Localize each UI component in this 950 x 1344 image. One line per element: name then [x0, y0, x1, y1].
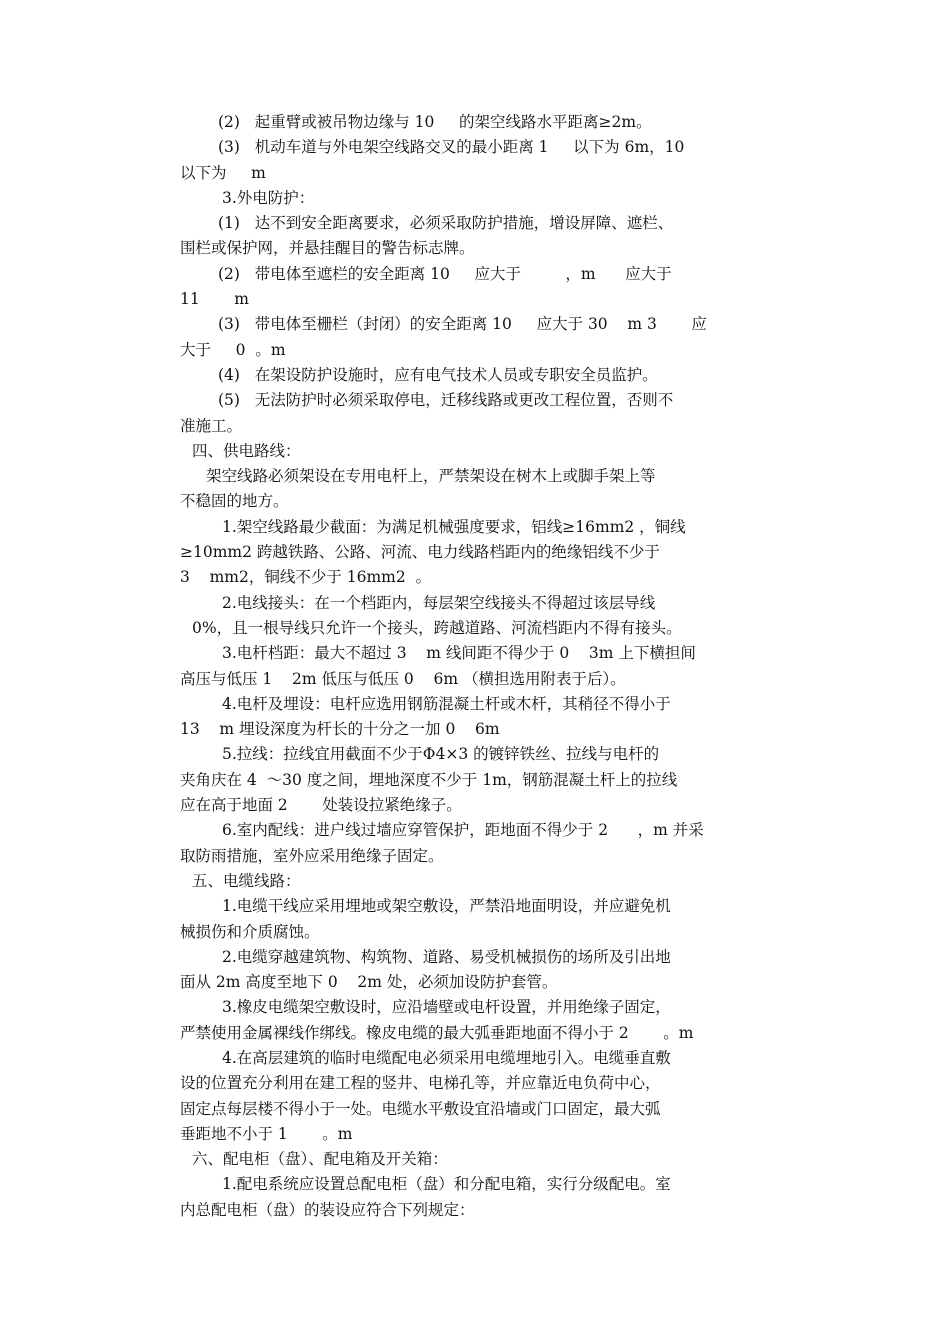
- text-line: 1.电缆干线应采用埋地或架空敷设，严禁沿地面明设，并应避免机: [222, 897, 671, 916]
- text-line: 13 m 埋设深度为杆长的十分之一加 0 6m: [180, 720, 500, 739]
- text-line: 大于 0 。m: [180, 340, 286, 359]
- text-line: (1) 达不到安全距离要求，必须采取防护措施，增设屏障、遮栏、: [218, 214, 674, 233]
- text-line: 架空线路必须架设在专用电杆上，严禁架设在树木上或脚手架上等: [206, 467, 656, 486]
- text-line: 4.在高层建筑的临时电缆配电必须采用电缆埋地引入。电缆垂直敷: [222, 1048, 671, 1067]
- text-line: (3) 机动车道与外电架空线路交叉的最小距离 1 以下为 6m，10: [218, 138, 685, 157]
- text-line: 械损伤和介质腐蚀。: [180, 922, 320, 941]
- text-line: 内总配电柜（盘）的装设应符合下列规定：: [180, 1200, 475, 1219]
- text-line: 不稳固的地方。: [180, 492, 289, 511]
- text-line: 1.配电系统应设置总配电柜（盘）和分配电箱，实行分级配电。室: [222, 1175, 671, 1194]
- text-line: (5) 无法防护时必须采取停电，迁移线路或更改工程位置，否则不: [218, 391, 674, 410]
- text-line: 固定点每层楼不得小于一处。电缆水平敷设宜沿墙或门口固定，最大弧: [180, 1099, 661, 1118]
- text-line: 0%，且一根导线只允许一个接头，跨越道路、河流档距内不得有接头。: [192, 618, 682, 637]
- text-line: 5.拉线：拉线宜用截面不少于Φ4×3 的镀锌铁丝、拉线与电杆的: [222, 745, 660, 764]
- text-line: 面从 2m 高度至地下 0 2m 处，必须加设防护套管。: [180, 973, 558, 992]
- section-heading: 四、供电路线：: [192, 441, 301, 460]
- text-line: 1.架空线路最少截面：为满足机械强度要求，铝线≥16mm2 ，铜线: [222, 517, 686, 536]
- text-line: 高压与低压 1 2m 低压与低压 0 6m （横担选用附表于后）。: [180, 669, 626, 688]
- text-line: 取防雨措施，室外应采用绝缘子固定。: [180, 846, 444, 865]
- text-line: 3.橡皮电缆架空敷设时，应沿墙壁或电杆设置，并用绝缘子固定，: [222, 998, 671, 1017]
- text-line: (4) 在架设防护设施时，应有电气技术人员或专职安全员监护。: [218, 365, 658, 384]
- text-line: 应在高于地面 2 处装设拉紧绝缘子。: [180, 796, 462, 815]
- section-heading: 六、配电柜（盘）、配电箱及开关箱：: [192, 1150, 448, 1169]
- text-line: 4.电杆及埋设：电杆应选用钢筋混凝土杆或木杆，其稍径不得小于: [222, 694, 671, 713]
- section-heading: 五、电缆线路：: [192, 871, 301, 890]
- text-line: 以下为 m: [180, 163, 266, 182]
- text-line: ≥10mm2 跨越铁路、公路、河流、电力线路档距内的绝缘铝线不少于: [180, 543, 660, 562]
- document-body: [180, 110, 780, 1223]
- text-line: (2) 带电体至遮栏的安全距离 10 应大于 ，m 应大于: [218, 264, 672, 283]
- text-line: 设的位置充分利用在建工程的竖井、电梯孔等，并应靠近电负荷中心，: [180, 1074, 661, 1093]
- text-line: 6.室内配线：进户线过墙应穿管保护，距地面不得少于 2 ，m 并采: [222, 821, 704, 840]
- text-line: 2.电缆穿越建筑物、构筑物、道路、易受机械损伤的场所及引出地: [222, 947, 671, 966]
- text-line: 3 mm2，铜线不少于 16mm2 。: [180, 568, 432, 587]
- text-line: 2.电线接头：在一个档距内，每层架空线接头不得超过该层导线: [222, 593, 656, 612]
- text-line: (3) 带电体至栅栏（封闭）的安全距离 10 应大于 30 m 3 应: [218, 315, 707, 334]
- text-line: (2) 起重臂或被吊物边缘与 10 的架空线路水平距离≥2m。: [218, 113, 652, 131]
- text-line: 3.电杆档距：最大不超过 3 m 线间距不得少于 0 3m 上下横担间: [222, 644, 696, 663]
- section-heading: 3.外电防护：: [222, 188, 315, 207]
- text-line: 围栏或保护网，并悬挂醒目的警告标志牌。: [180, 239, 475, 258]
- text-line: 11 m: [180, 290, 249, 309]
- text-line: 夹角庆在 4 ～30 度之间，埋地深度不少于 1m，钢筋混凝土杆上的拉线: [180, 770, 678, 789]
- text-line: 垂距地不小于 1 。m: [180, 1124, 353, 1143]
- text-line: 准施工。: [180, 416, 243, 435]
- text-line: 严禁使用金属裸线作绑线。橡皮电缆的最大弧垂距地面不得小于 2 。m: [180, 1023, 694, 1042]
